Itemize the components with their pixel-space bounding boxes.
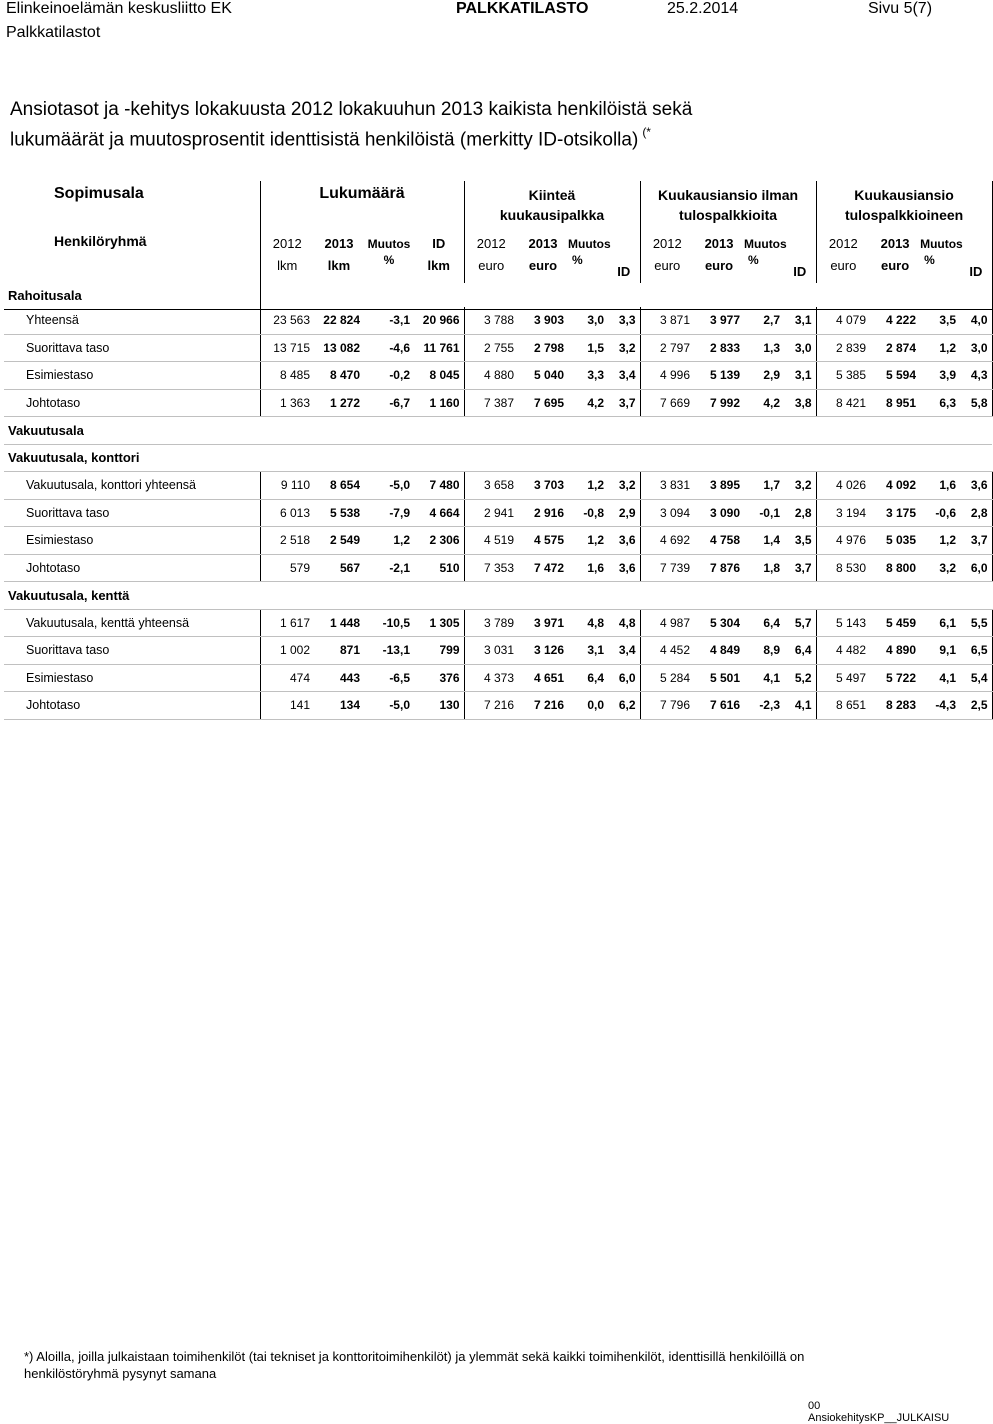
footnote: [24, 1348, 924, 1382]
table-cell: 6,2: [608, 692, 640, 720]
table-cell: 1,2: [568, 527, 608, 555]
table-cell: 5,7: [784, 609, 816, 637]
table-cell: 6,1: [920, 609, 960, 637]
row-label: Johtotaso: [4, 554, 260, 582]
title-line-1: Ansiotasot ja -kehitys lokakuusta 2012 lokakuuhun 2013 kaikista henkilöistä sekä: [10, 99, 693, 120]
table-cell: 1 305: [414, 609, 464, 637]
table-cell: 5,5: [960, 609, 992, 637]
table-cell: 0,0: [568, 692, 608, 720]
table-cell: 4 222: [870, 307, 920, 334]
table-cell: 4 976: [816, 527, 870, 555]
table-cell: 6,3: [920, 389, 960, 417]
lukumaara-header: Lukumäärä: [260, 181, 464, 233]
table-cell: 1,4: [744, 527, 784, 555]
sector-row: [4, 283, 992, 309]
table-cell: 5 284: [640, 664, 694, 692]
table-cell: 2 518: [260, 527, 314, 555]
table-cell: 799: [414, 637, 464, 665]
henkiloryhma-header: Henkilöryhmä: [54, 233, 147, 249]
table-cell: 3 895: [694, 472, 744, 500]
section-header-row: [4, 417, 992, 445]
table-cell: 7 616: [694, 692, 744, 720]
table-cell: 1,2: [364, 527, 414, 555]
table-cell: 4 758: [694, 527, 744, 555]
kiintea-header-line2: kuukausipalkka: [499, 207, 605, 223]
table-cell: 3 971: [518, 609, 568, 637]
table-cell: 3 831: [640, 472, 694, 500]
table-cell: 3 194: [816, 499, 870, 527]
table-cell: 7 480: [414, 472, 464, 500]
table-cell: 6 013: [260, 499, 314, 527]
table-cell: 3,6: [608, 527, 640, 555]
row-label: Johtotaso: [4, 692, 260, 720]
table-cell: 4,2: [568, 389, 608, 417]
sector-label: Rahoitusala: [4, 283, 260, 309]
table-rows: [4, 307, 992, 719]
table-cell: 1,6: [568, 554, 608, 582]
footnote-line-2: henkilöstöryhmä pysynyt samana: [24, 1366, 217, 1381]
table-cell: 4 092: [870, 472, 920, 500]
row-label: Esimiestaso: [4, 527, 260, 555]
table-cell: 13 715: [260, 334, 314, 362]
table-cell: 3,2: [920, 554, 960, 582]
table-cell: 5,4: [960, 664, 992, 692]
unit-euro: euro: [704, 258, 734, 273]
table-cell: 8 951: [870, 389, 920, 417]
table-cell: 3 126: [518, 637, 568, 665]
salary-table-body: [4, 307, 993, 720]
section-label: Vakuutusala, kenttä: [4, 582, 992, 610]
table-cell: 5 722: [870, 664, 920, 692]
muutos-label: Muutos: [744, 237, 787, 251]
pct-label: %: [383, 253, 395, 267]
table-row: [4, 389, 992, 417]
table-cell: 579: [260, 554, 314, 582]
row-label: Esimiestaso: [4, 362, 260, 390]
table-cell: 130: [414, 692, 464, 720]
lkm-2012-header: [260, 233, 314, 283]
table-cell: 3 977: [694, 307, 744, 334]
table-cell: -5,0: [364, 472, 414, 500]
report-date: 25.2.2014: [667, 0, 739, 17]
section-label: Vakuutusala, konttori: [4, 444, 992, 472]
table-cell: 3 090: [694, 499, 744, 527]
page-number: Sivu 5(7): [868, 0, 933, 17]
unit-euro: euro: [880, 258, 910, 273]
year-2012: 2012: [476, 236, 506, 251]
table-cell: 2 833: [694, 334, 744, 362]
row-label: Esimiestaso: [4, 664, 260, 692]
table-cell: 7 796: [640, 692, 694, 720]
table-cell: 871: [314, 637, 364, 665]
table-cell: 8 045: [414, 362, 464, 390]
table-cell: 4,1: [920, 664, 960, 692]
table-cell: 2,5: [960, 692, 992, 720]
table-cell: 8 530: [816, 554, 870, 582]
ilman-2012-header: [640, 233, 694, 283]
year-2012: 2012: [828, 236, 858, 251]
table-cell: 2 874: [870, 334, 920, 362]
table-cell: 3,7: [784, 554, 816, 582]
table-cell: 6,4: [568, 664, 608, 692]
row-label: Johtotaso: [4, 389, 260, 417]
table-cell: 8 485: [260, 362, 314, 390]
table-cell: 3,7: [608, 389, 640, 417]
footnote-marker: (*: [642, 125, 651, 139]
table-cell: 1,2: [920, 334, 960, 362]
table-cell: -2,3: [744, 692, 784, 720]
sis-muutos-header: [920, 233, 963, 283]
row-label: Suorittava taso: [4, 499, 260, 527]
table-cell: 1,6: [920, 472, 960, 500]
unit-euro: euro: [830, 258, 857, 273]
table-cell: 1,2: [568, 472, 608, 500]
table-cell: 3 175: [870, 499, 920, 527]
table-cell: 2 797: [640, 334, 694, 362]
table-cell: 6,0: [608, 664, 640, 692]
table-cell: 5 497: [816, 664, 870, 692]
table-cell: 3,7: [960, 527, 992, 555]
lkm-2013-header: [314, 233, 364, 283]
row-label: Yhteensä: [4, 307, 260, 334]
unit-euro: euro: [654, 258, 681, 273]
year-2013: 2013: [324, 236, 354, 251]
table-cell: 134: [314, 692, 364, 720]
table-cell: 3,6: [960, 472, 992, 500]
pct-label: %: [924, 253, 935, 267]
table-cell: 3 789: [464, 609, 518, 637]
table-cell: -4,3: [920, 692, 960, 720]
table-group-header: [4, 181, 992, 233]
table-cell: 4,1: [744, 664, 784, 692]
table-cell: 3,3: [608, 307, 640, 334]
unit-euro: euro: [478, 258, 505, 273]
page-title: [10, 98, 790, 152]
table-cell: 5 139: [694, 362, 744, 390]
table-cell: 9 110: [260, 472, 314, 500]
year-2013: 2013: [528, 236, 558, 251]
kiintea-2013-header: [518, 233, 568, 283]
table-cell: 4 987: [640, 609, 694, 637]
table-cell: 3 788: [464, 307, 518, 334]
table-cell: 7 992: [694, 389, 744, 417]
table-cell: 3,3: [568, 362, 608, 390]
year-2013: 2013: [704, 236, 734, 251]
table-cell: 8 283: [870, 692, 920, 720]
table-cell: -13,1: [364, 637, 414, 665]
table-cell: 6,0: [960, 554, 992, 582]
table-cell: 4 519: [464, 527, 518, 555]
table-cell: 4 452: [640, 637, 694, 665]
table-cell: 7 739: [640, 554, 694, 582]
muutos-label: Muutos: [568, 237, 611, 251]
org-name: Elinkeinoelämän keskusliitto EK: [6, 0, 232, 17]
table-cell: 2 798: [518, 334, 568, 362]
table-sub-header: [4, 233, 992, 283]
table-cell: 5,2: [784, 664, 816, 692]
table-cell: 7 695: [518, 389, 568, 417]
table-cell: 13 082: [314, 334, 364, 362]
ilman-header: [640, 181, 816, 233]
table-cell: -10,5: [364, 609, 414, 637]
table-cell: 4,0: [960, 307, 992, 334]
table-row: [4, 637, 992, 665]
unit-lkm: lkm: [277, 258, 298, 273]
table-cell: -0,6: [920, 499, 960, 527]
id-label: ID: [432, 236, 446, 251]
kiintea-header-line1: Kiinteä: [528, 187, 576, 203]
table-cell: 3 658: [464, 472, 518, 500]
kiintea-2012-header: [464, 233, 518, 283]
unit-lkm: lkm: [327, 258, 351, 273]
sis-2012-header: [816, 233, 870, 283]
table-cell: 567: [314, 554, 364, 582]
table-cell: 7 387: [464, 389, 518, 417]
table-cell: 8 654: [314, 472, 364, 500]
table-cell: 4 996: [640, 362, 694, 390]
table-cell: 2,7: [744, 307, 784, 334]
table-row: [4, 554, 992, 582]
table-cell: 4,8: [608, 609, 640, 637]
table-cell: 3,5: [784, 527, 816, 555]
table-cell: 3,5: [920, 307, 960, 334]
kiintea-id-header: ID: [617, 264, 631, 279]
table-cell: 7 216: [464, 692, 518, 720]
report-subtitle: Palkkatilastot: [6, 24, 101, 41]
table-cell: 5 304: [694, 609, 744, 637]
table-cell: 4 482: [816, 637, 870, 665]
table-cell: 510: [414, 554, 464, 582]
table-cell: 1 448: [314, 609, 364, 637]
table-row: [4, 664, 992, 692]
table-cell: 3 094: [640, 499, 694, 527]
lkm-id-header: [414, 233, 464, 283]
sopimusala-header: Sopimusala: [54, 185, 144, 202]
salary-table: [4, 181, 993, 310]
kiintea-muutos-header: [568, 233, 611, 283]
table-cell: 7 353: [464, 554, 518, 582]
muutos-label: Muutos: [367, 237, 411, 251]
ilman-muutos-header: [744, 233, 787, 283]
year-2012: 2012: [652, 236, 682, 251]
table-cell: 7 472: [518, 554, 568, 582]
table-cell: 3,1: [568, 637, 608, 665]
lkm-muutos-header: [364, 233, 414, 283]
row-label: Suorittava taso: [4, 334, 260, 362]
table-row: [4, 362, 992, 390]
table-cell: 3,4: [608, 637, 640, 665]
row-label: Vakuutusala, kenttä yhteensä: [4, 609, 260, 637]
table-cell: 5 538: [314, 499, 364, 527]
table-cell: 4 575: [518, 527, 568, 555]
table-cell: -0,8: [568, 499, 608, 527]
table-cell: 3 871: [640, 307, 694, 334]
table-cell: 3,1: [784, 307, 816, 334]
table-row: [4, 472, 992, 500]
table-cell: -6,5: [364, 664, 414, 692]
table-cell: 3 903: [518, 307, 568, 334]
table-cell: 3 703: [518, 472, 568, 500]
table-cell: 1,7: [744, 472, 784, 500]
table-cell: -7,9: [364, 499, 414, 527]
table-cell: 4,3: [960, 362, 992, 390]
table-cell: 20 966: [414, 307, 464, 334]
table-row: [4, 609, 992, 637]
sis-2013-header: [870, 233, 920, 283]
table-cell: 443: [314, 664, 364, 692]
table-cell: 3,4: [608, 362, 640, 390]
table-cell: 2 306: [414, 527, 464, 555]
year-2013: 2013: [880, 236, 910, 251]
table-cell: 2 916: [518, 499, 568, 527]
table-cell: 5 035: [870, 527, 920, 555]
ilman-id-header: ID: [793, 264, 807, 279]
table-cell: 4 664: [414, 499, 464, 527]
table-cell: 4,2: [744, 389, 784, 417]
title-line-2: lukumäärät ja muutosprosentit identtisistä henkilöistä (merkitty ID-otsikolla): [10, 129, 639, 151]
table-cell: 1 617: [260, 609, 314, 637]
section-header-row: [4, 582, 992, 610]
table-cell: -6,7: [364, 389, 414, 417]
table-cell: 1 363: [260, 389, 314, 417]
table-cell: 3,0: [784, 334, 816, 362]
table-row: [4, 499, 992, 527]
year-2012: 2012: [272, 236, 302, 251]
sector-row-filler: [260, 283, 992, 309]
sis-id-header: ID: [960, 233, 992, 283]
table-cell: 4 880: [464, 362, 518, 390]
table-cell: 2,9: [608, 499, 640, 527]
table-row: [4, 334, 992, 362]
ilman-2013-header: [694, 233, 744, 283]
table-cell: 2 549: [314, 527, 364, 555]
pct-label: %: [572, 253, 583, 267]
table-cell: 22 824: [314, 307, 364, 334]
table-cell: 4 651: [518, 664, 568, 692]
table-cell: 4 849: [694, 637, 744, 665]
sis-header-line1: Kuukausiansio: [854, 187, 954, 203]
section-label: Vakuutusala: [4, 417, 992, 445]
table-cell: -3,1: [364, 307, 414, 334]
table-cell: 376: [414, 664, 464, 692]
table-cell: 3,2: [784, 472, 816, 500]
table-cell: 5 385: [816, 362, 870, 390]
table-cell: 474: [260, 664, 314, 692]
table-cell: 1,8: [744, 554, 784, 582]
table-cell: 4 026: [816, 472, 870, 500]
table-cell: -0,2: [364, 362, 414, 390]
pct-label: %: [748, 253, 759, 267]
table-cell: 5 459: [870, 609, 920, 637]
table-cell: -2,1: [364, 554, 414, 582]
table-cell: 4 079: [816, 307, 870, 334]
table-cell: 1 002: [260, 637, 314, 665]
kiintea-header: [464, 181, 640, 233]
table-cell: 8 470: [314, 362, 364, 390]
table-cell: 1,3: [744, 334, 784, 362]
section-header-row: [4, 444, 992, 472]
table-cell: 3 031: [464, 637, 518, 665]
table-cell: 4 692: [640, 527, 694, 555]
table-cell: 5,8: [960, 389, 992, 417]
table-cell: -4,6: [364, 334, 414, 362]
table-cell: 3,6: [608, 554, 640, 582]
table-cell: 2,8: [784, 499, 816, 527]
table-cell: 1,2: [920, 527, 960, 555]
table-cell: 8,9: [744, 637, 784, 665]
table-cell: 6,4: [784, 637, 816, 665]
table-row: [4, 527, 992, 555]
sis-header-line2: tulospalkkioineen: [844, 207, 964, 223]
table-cell: 3,8: [784, 389, 816, 417]
table-cell: 2,8: [960, 499, 992, 527]
table-cell: 4 373: [464, 664, 518, 692]
footer-filename: 00 AnsiokehitysKP__JULKAISU: [808, 1400, 950, 1424]
table-cell: 3,0: [960, 334, 992, 362]
table-cell: 3,2: [608, 334, 640, 362]
footnote-line-1: *) Aloilla, joilla julkaistaan toimihenkilöt (tai tekniset ja konttoritoimihenkilöt) ja ylemmät sekä kaikki toimihenkilöt, identtisillä henkilöillä on: [24, 1349, 805, 1364]
row-label: Vakuutusala, konttori yhteensä: [4, 472, 260, 500]
table-cell: 5 040: [518, 362, 568, 390]
table-cell: 4 890: [870, 637, 920, 665]
table-cell: 6,4: [744, 609, 784, 637]
table-cell: 2,9: [744, 362, 784, 390]
table-cell: 9,1: [920, 637, 960, 665]
table-cell: 23 563: [260, 307, 314, 334]
table-cell: 2 755: [464, 334, 518, 362]
unit-euro: euro: [528, 258, 558, 273]
table-cell: -0,1: [744, 499, 784, 527]
sis-header: [816, 181, 992, 233]
table-cell: 3,1: [784, 362, 816, 390]
table-cell: 5 594: [870, 362, 920, 390]
table-cell: 2 941: [464, 499, 518, 527]
table-cell: 7 669: [640, 389, 694, 417]
table-cell: 7 216: [518, 692, 568, 720]
table-cell: 1,5: [568, 334, 608, 362]
table-cell: 1 272: [314, 389, 364, 417]
table-cell: 3,2: [608, 472, 640, 500]
table-cell: 8 421: [816, 389, 870, 417]
ilman-header-line1: Kuukausiansio ilman: [658, 187, 799, 203]
table-row: [4, 307, 992, 334]
table-cell: 3,0: [568, 307, 608, 334]
row-label: Suorittava taso: [4, 637, 260, 665]
table-cell: 1 160: [414, 389, 464, 417]
table-row: [4, 692, 992, 720]
table-cell: 8 651: [816, 692, 870, 720]
table-cell: 2 839: [816, 334, 870, 362]
table-cell: 11 761: [414, 334, 464, 362]
table-cell: 4,1: [784, 692, 816, 720]
table-cell: 8 800: [870, 554, 920, 582]
unit-lkm: lkm: [427, 258, 450, 273]
muutos-label: Muutos: [920, 237, 963, 251]
table-cell: 5 501: [694, 664, 744, 692]
table-cell: 7 876: [694, 554, 744, 582]
table-cell: 4,8: [568, 609, 608, 637]
table-cell: 5 143: [816, 609, 870, 637]
ilman-header-line2: tulospalkkioita: [679, 207, 778, 223]
table-cell: 6,5: [960, 637, 992, 665]
report-name: PALKKATILASTO: [456, 0, 589, 17]
table-cell: -5,0: [364, 692, 414, 720]
table-cell: 141: [260, 692, 314, 720]
table-cell: 3,9: [920, 362, 960, 390]
